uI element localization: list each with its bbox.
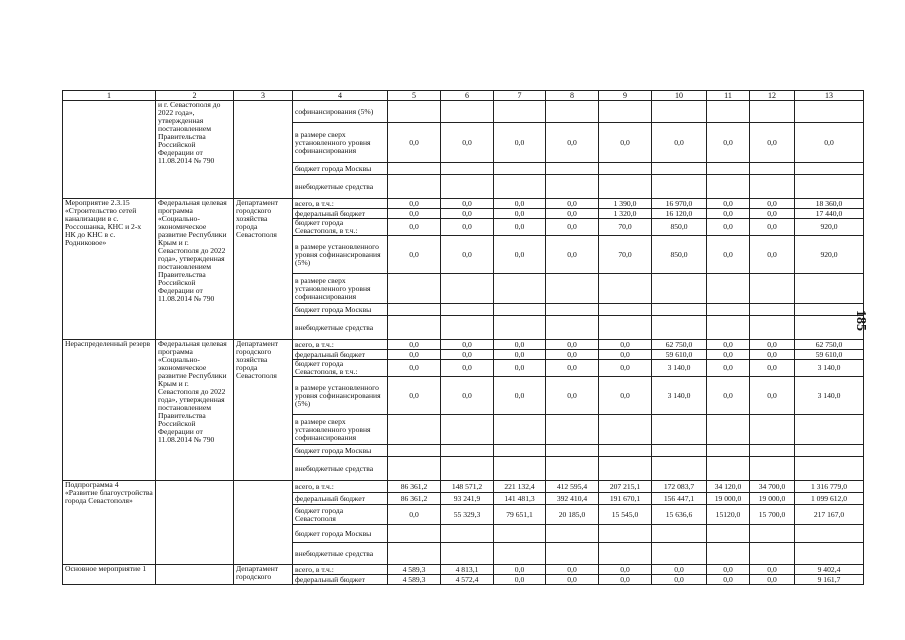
value-cell bbox=[707, 175, 750, 199]
funding-source-cell: в размере установленного уровня софинансирования (5%) bbox=[293, 236, 388, 274]
value-cell bbox=[795, 163, 864, 175]
value-cell bbox=[599, 457, 652, 481]
funding-source-cell: бюджет города Москвы bbox=[293, 304, 388, 316]
value-cell: 0,0 bbox=[388, 236, 441, 274]
value-cell: 0,0 bbox=[441, 340, 494, 350]
value-cell: 0,0 bbox=[494, 219, 546, 236]
funding-source-cell: всего, в т.ч.: bbox=[293, 340, 388, 350]
value-cell bbox=[546, 274, 599, 304]
value-cell: 0,0 bbox=[494, 350, 546, 360]
value-cell bbox=[652, 175, 707, 199]
value-cell: 16 970,0 bbox=[652, 199, 707, 209]
value-cell bbox=[652, 525, 707, 543]
value-cell: 0,0 bbox=[750, 340, 795, 350]
value-cell: 0,0 bbox=[599, 377, 652, 415]
value-cell: 17 440,0 bbox=[795, 209, 864, 219]
executor-cell: Департамент городского bbox=[234, 565, 293, 585]
value-cell: 0,0 bbox=[546, 350, 599, 360]
value-cell bbox=[388, 101, 441, 123]
executor-cell bbox=[234, 101, 293, 199]
value-cell: 0,0 bbox=[707, 565, 750, 575]
value-cell: 0,0 bbox=[546, 377, 599, 415]
value-cell bbox=[750, 304, 795, 316]
value-cell: 19 000,0 bbox=[750, 493, 795, 505]
value-cell: 0,0 bbox=[388, 199, 441, 209]
value-cell: 0,0 bbox=[441, 199, 494, 209]
value-cell: 0,0 bbox=[388, 360, 441, 377]
value-cell bbox=[599, 175, 652, 199]
value-cell: 62 750,0 bbox=[652, 340, 707, 350]
value-cell: 0,0 bbox=[750, 219, 795, 236]
value-cell bbox=[599, 525, 652, 543]
funding-source-cell: в размере установленного уровня софинансирования (5%) bbox=[293, 377, 388, 415]
value-cell bbox=[494, 101, 546, 123]
value-cell bbox=[750, 101, 795, 123]
value-cell bbox=[441, 457, 494, 481]
value-cell: 70,0 bbox=[599, 236, 652, 274]
value-cell bbox=[750, 175, 795, 199]
program-cell: Федеральная целевая программа «Социально-экономическое развитие Республики Крым и г. Севастополя до 2022 года», утвержденная постановлением Правительства Российской Федерации от 11.08.2014 № 790 bbox=[156, 199, 234, 340]
value-cell: 86 361,2 bbox=[388, 493, 441, 505]
value-cell: 0,0 bbox=[707, 377, 750, 415]
value-cell: 1 320,0 bbox=[599, 209, 652, 219]
funding-source-cell: бюджет города Москвы bbox=[293, 163, 388, 175]
value-cell: 3 140,0 bbox=[795, 377, 864, 415]
funding-source-cell: всего, в т.ч.: bbox=[293, 199, 388, 209]
header-cell: 1 bbox=[63, 91, 156, 101]
value-cell: 15 545,0 bbox=[599, 505, 652, 525]
value-cell bbox=[707, 543, 750, 565]
value-cell bbox=[795, 274, 864, 304]
activity-name-cell: Основное мероприятие 1 bbox=[63, 565, 156, 585]
value-cell: 0,0 bbox=[546, 575, 599, 585]
value-cell: 0,0 bbox=[494, 377, 546, 415]
header-row bbox=[63, 91, 864, 101]
funding-source-cell: федеральный бюджет bbox=[293, 575, 388, 585]
value-cell: 0,0 bbox=[388, 350, 441, 360]
value-cell: 0,0 bbox=[546, 360, 599, 377]
value-cell: 392 410,4 bbox=[546, 493, 599, 505]
funding-source-cell: бюджет города Севастополя, в т.ч.: bbox=[293, 360, 388, 377]
header-cell: 12 bbox=[750, 91, 795, 101]
funding-source-cell: внебюджетные средства bbox=[293, 316, 388, 340]
value-cell bbox=[546, 101, 599, 123]
value-cell bbox=[652, 316, 707, 340]
value-cell bbox=[652, 543, 707, 565]
value-cell: 141 481,3 bbox=[494, 493, 546, 505]
value-cell bbox=[494, 175, 546, 199]
value-cell bbox=[795, 525, 864, 543]
header-cell: 9 bbox=[599, 91, 652, 101]
value-cell bbox=[546, 415, 599, 445]
program-cell bbox=[156, 481, 234, 565]
value-cell: 0,0 bbox=[546, 209, 599, 219]
budget-table bbox=[62, 90, 864, 585]
executor-cell bbox=[234, 481, 293, 565]
value-cell: 0,0 bbox=[388, 219, 441, 236]
value-cell bbox=[707, 457, 750, 481]
value-cell bbox=[441, 304, 494, 316]
value-cell bbox=[441, 415, 494, 445]
value-cell: 0,0 bbox=[546, 236, 599, 274]
value-cell: 0,0 bbox=[599, 575, 652, 585]
value-cell: 0,0 bbox=[750, 360, 795, 377]
value-cell: 4 589,3 bbox=[388, 575, 441, 585]
value-cell: 0,0 bbox=[494, 360, 546, 377]
value-cell: 0,0 bbox=[750, 199, 795, 209]
value-cell: 0,0 bbox=[546, 340, 599, 350]
value-cell bbox=[652, 274, 707, 304]
funding-source-cell: внебюджетные средства bbox=[293, 175, 388, 199]
value-cell: 0,0 bbox=[750, 565, 795, 575]
value-cell: 0,0 bbox=[546, 565, 599, 575]
value-cell bbox=[388, 543, 441, 565]
activity-name-cell: Подпрограмма 4 «Развитие благоустройства города Севастополя» bbox=[63, 481, 156, 565]
value-cell: 0,0 bbox=[599, 340, 652, 350]
program-cell bbox=[156, 565, 234, 585]
value-cell bbox=[494, 445, 546, 457]
value-cell bbox=[546, 445, 599, 457]
value-cell: 93 241,9 bbox=[441, 493, 494, 505]
header-cell: 10 bbox=[652, 91, 707, 101]
value-cell: 0,0 bbox=[388, 505, 441, 525]
value-cell: 3 140,0 bbox=[795, 360, 864, 377]
value-cell: 1 390,0 bbox=[599, 199, 652, 209]
value-cell: 0,0 bbox=[494, 565, 546, 575]
value-cell bbox=[707, 274, 750, 304]
value-cell bbox=[599, 445, 652, 457]
value-cell: 0,0 bbox=[494, 199, 546, 209]
value-cell bbox=[750, 525, 795, 543]
table-row bbox=[63, 199, 864, 209]
value-cell bbox=[546, 304, 599, 316]
value-cell: 0,0 bbox=[388, 123, 441, 163]
value-cell: 0,0 bbox=[494, 209, 546, 219]
value-cell: 59 610,0 bbox=[795, 350, 864, 360]
value-cell bbox=[494, 304, 546, 316]
value-cell: 0,0 bbox=[599, 360, 652, 377]
value-cell: 850,0 bbox=[652, 219, 707, 236]
value-cell bbox=[546, 543, 599, 565]
value-cell: 9 402,4 bbox=[795, 565, 864, 575]
value-cell bbox=[441, 445, 494, 457]
executor-cell: Департамент городского хозяйства города Севастополя bbox=[234, 199, 293, 340]
value-cell: 0,0 bbox=[750, 209, 795, 219]
value-cell: 3 140,0 bbox=[652, 360, 707, 377]
value-cell bbox=[441, 101, 494, 123]
value-cell bbox=[441, 525, 494, 543]
value-cell: 850,0 bbox=[652, 236, 707, 274]
value-cell: 207 215,1 bbox=[599, 481, 652, 493]
value-cell: 0,0 bbox=[388, 377, 441, 415]
value-cell bbox=[546, 163, 599, 175]
funding-source-cell: внебюджетные средства bbox=[293, 543, 388, 565]
value-cell: 0,0 bbox=[388, 209, 441, 219]
header-cell: 7 bbox=[494, 91, 546, 101]
value-cell: 59 610,0 bbox=[652, 350, 707, 360]
value-cell bbox=[652, 415, 707, 445]
value-cell: 0,0 bbox=[494, 340, 546, 350]
value-cell bbox=[750, 163, 795, 175]
funding-source-cell: бюджет города Москвы bbox=[293, 525, 388, 543]
activity-name-cell bbox=[63, 101, 156, 199]
value-cell: 172 083,7 bbox=[652, 481, 707, 493]
value-cell: 0,0 bbox=[599, 123, 652, 163]
page-number: 185 bbox=[853, 310, 868, 331]
value-cell bbox=[750, 457, 795, 481]
funding-source-cell: в размере сверх установленного уровня софинансирования bbox=[293, 415, 388, 445]
value-cell: 0,0 bbox=[750, 350, 795, 360]
value-cell: 920,0 bbox=[795, 236, 864, 274]
value-cell bbox=[795, 543, 864, 565]
value-cell: 0,0 bbox=[441, 377, 494, 415]
table-row bbox=[63, 101, 864, 123]
value-cell: 0,0 bbox=[750, 377, 795, 415]
value-cell bbox=[707, 163, 750, 175]
value-cell bbox=[652, 101, 707, 123]
value-cell bbox=[795, 457, 864, 481]
value-cell bbox=[388, 457, 441, 481]
value-cell bbox=[599, 304, 652, 316]
header-cell: 5 bbox=[388, 91, 441, 101]
value-cell bbox=[652, 445, 707, 457]
funding-source-cell: внебюджетные средства bbox=[293, 457, 388, 481]
value-cell: 0,0 bbox=[795, 123, 864, 163]
value-cell bbox=[795, 101, 864, 123]
program-cell: Федеральная целевая программа «Социально-экономическое развитие Республики Крым и г. Севастополя до 2022 года», утвержденная постановлением Правительства Российской Федерации от 11.08.2014 № 790 bbox=[156, 340, 234, 481]
value-cell: 0,0 bbox=[652, 575, 707, 585]
value-cell bbox=[388, 304, 441, 316]
value-cell: 1 316 779,0 bbox=[795, 481, 864, 493]
value-cell: 0,0 bbox=[707, 575, 750, 585]
value-cell: 0,0 bbox=[652, 565, 707, 575]
table-row bbox=[63, 481, 864, 493]
value-cell: 15 700,0 bbox=[750, 505, 795, 525]
value-cell bbox=[494, 543, 546, 565]
value-cell bbox=[546, 175, 599, 199]
value-cell: 191 670,1 bbox=[599, 493, 652, 505]
value-cell bbox=[707, 304, 750, 316]
value-cell bbox=[599, 163, 652, 175]
header-cell: 13 bbox=[795, 91, 864, 101]
value-cell bbox=[599, 101, 652, 123]
value-cell: 34 120,0 bbox=[707, 481, 750, 493]
value-cell bbox=[546, 316, 599, 340]
value-cell: 0,0 bbox=[750, 236, 795, 274]
value-cell: 70,0 bbox=[599, 219, 652, 236]
activity-name-cell: Нераспределенный резерв bbox=[63, 340, 156, 481]
value-cell bbox=[388, 525, 441, 543]
header-cell: 8 bbox=[546, 91, 599, 101]
table-row bbox=[63, 340, 864, 350]
value-cell bbox=[707, 445, 750, 457]
value-cell: 0,0 bbox=[750, 123, 795, 163]
value-cell: 0,0 bbox=[707, 340, 750, 350]
value-cell: 0,0 bbox=[441, 236, 494, 274]
value-cell: 0,0 bbox=[707, 236, 750, 274]
value-cell bbox=[599, 316, 652, 340]
value-cell: 0,0 bbox=[707, 219, 750, 236]
funding-source-cell: в размере сверх установленного уровня софинансирования bbox=[293, 123, 388, 163]
value-cell: 55 329,3 bbox=[441, 505, 494, 525]
value-cell: 920,0 bbox=[795, 219, 864, 236]
value-cell bbox=[494, 415, 546, 445]
value-cell bbox=[652, 457, 707, 481]
value-cell bbox=[388, 163, 441, 175]
value-cell: 0,0 bbox=[707, 350, 750, 360]
value-cell bbox=[441, 316, 494, 340]
header-cell: 4 bbox=[293, 91, 388, 101]
value-cell bbox=[494, 316, 546, 340]
value-cell: 18 360,0 bbox=[795, 199, 864, 209]
value-cell: 0,0 bbox=[546, 199, 599, 209]
funding-source-cell: бюджет города Севастополя bbox=[293, 505, 388, 525]
value-cell bbox=[388, 445, 441, 457]
value-cell: 86 361,2 bbox=[388, 481, 441, 493]
value-cell bbox=[494, 163, 546, 175]
value-cell bbox=[441, 274, 494, 304]
value-cell: 0,0 bbox=[599, 565, 652, 575]
value-cell: 20 185,0 bbox=[546, 505, 599, 525]
value-cell: 0,0 bbox=[750, 575, 795, 585]
value-cell: 79 651,1 bbox=[494, 505, 546, 525]
value-cell: 0,0 bbox=[441, 219, 494, 236]
value-cell: 0,0 bbox=[599, 350, 652, 360]
value-cell: 0,0 bbox=[494, 236, 546, 274]
value-cell bbox=[599, 415, 652, 445]
value-cell: 15 636,6 bbox=[652, 505, 707, 525]
value-cell bbox=[599, 543, 652, 565]
value-cell: 3 140,0 bbox=[652, 377, 707, 415]
value-cell: 156 447,1 bbox=[652, 493, 707, 505]
value-cell: 0,0 bbox=[707, 360, 750, 377]
value-cell: 0,0 bbox=[707, 209, 750, 219]
funding-source-cell: в размере сверх установленного уровня софинансирования bbox=[293, 274, 388, 304]
value-cell bbox=[750, 415, 795, 445]
funding-source-cell: всего, в т.ч.: bbox=[293, 481, 388, 493]
value-cell bbox=[750, 274, 795, 304]
value-cell bbox=[707, 101, 750, 123]
funding-source-cell: федеральный бюджет bbox=[293, 209, 388, 219]
value-cell: 9 161,7 bbox=[795, 575, 864, 585]
value-cell bbox=[795, 415, 864, 445]
value-cell bbox=[441, 163, 494, 175]
value-cell: 1 099 612,0 bbox=[795, 493, 864, 505]
activity-name-cell: Мероприятие 2.3.15 «Строительство сетей канализации в с. Россошанка, КНС и 2-х НК до КНС в с. Родниковое» bbox=[63, 199, 156, 340]
value-cell: 4 589,3 bbox=[388, 565, 441, 575]
value-cell: 0,0 bbox=[494, 123, 546, 163]
value-cell: 0,0 bbox=[441, 360, 494, 377]
value-cell bbox=[795, 175, 864, 199]
value-cell: 148 571,2 bbox=[441, 481, 494, 493]
value-cell bbox=[388, 316, 441, 340]
executor-cell: Департамент городского хозяйства города Севастополя bbox=[234, 340, 293, 481]
header-cell: 6 bbox=[441, 91, 494, 101]
value-cell bbox=[494, 457, 546, 481]
value-cell bbox=[599, 274, 652, 304]
value-cell bbox=[750, 316, 795, 340]
value-cell bbox=[750, 543, 795, 565]
value-cell bbox=[795, 445, 864, 457]
funding-source-cell: софинансирования (5%) bbox=[293, 101, 388, 123]
program-cell: и г. Севастополя до 2022 года», утвержденная постановлением Правительства Российской Федерации от 11.08.2014 № 790 bbox=[156, 101, 234, 199]
value-cell: 0,0 bbox=[546, 219, 599, 236]
value-cell bbox=[546, 457, 599, 481]
header-cell: 11 bbox=[707, 91, 750, 101]
value-cell: 0,0 bbox=[441, 350, 494, 360]
value-cell: 217 167,0 bbox=[795, 505, 864, 525]
value-cell bbox=[441, 175, 494, 199]
value-cell: 34 700,0 bbox=[750, 481, 795, 493]
value-cell: 19 000,0 bbox=[707, 493, 750, 505]
value-cell: 221 132,4 bbox=[494, 481, 546, 493]
funding-source-cell: бюджет города Москвы bbox=[293, 445, 388, 457]
value-cell bbox=[546, 525, 599, 543]
value-cell: 15120,0 bbox=[707, 505, 750, 525]
header-cell: 3 bbox=[234, 91, 293, 101]
header-cell: 2 bbox=[156, 91, 234, 101]
value-cell: 0,0 bbox=[441, 209, 494, 219]
value-cell: 0,0 bbox=[388, 340, 441, 350]
value-cell: 0,0 bbox=[546, 123, 599, 163]
value-cell: 4 813,1 bbox=[441, 565, 494, 575]
value-cell bbox=[750, 445, 795, 457]
value-cell bbox=[652, 163, 707, 175]
value-cell: 16 120,0 bbox=[652, 209, 707, 219]
value-cell: 0,0 bbox=[494, 575, 546, 585]
value-cell: 412 595,4 bbox=[546, 481, 599, 493]
value-cell bbox=[441, 543, 494, 565]
value-cell bbox=[707, 415, 750, 445]
table-row bbox=[63, 565, 864, 575]
value-cell bbox=[494, 525, 546, 543]
value-cell bbox=[388, 175, 441, 199]
value-cell: 0,0 bbox=[707, 199, 750, 209]
value-cell bbox=[707, 316, 750, 340]
value-cell bbox=[388, 274, 441, 304]
value-cell: 62 750,0 bbox=[795, 340, 864, 350]
funding-source-cell: всего, в т.ч.: bbox=[293, 565, 388, 575]
funding-source-cell: федеральный бюджет bbox=[293, 350, 388, 360]
value-cell: 0,0 bbox=[652, 123, 707, 163]
funding-source-cell: бюджет города Севастополя, в т.ч.: bbox=[293, 219, 388, 236]
value-cell: 0,0 bbox=[441, 123, 494, 163]
value-cell: 0,0 bbox=[707, 123, 750, 163]
value-cell: 4 572,4 bbox=[441, 575, 494, 585]
value-cell bbox=[494, 274, 546, 304]
value-cell bbox=[652, 304, 707, 316]
value-cell bbox=[707, 525, 750, 543]
funding-source-cell: федеральный бюджет bbox=[293, 493, 388, 505]
value-cell bbox=[388, 415, 441, 445]
